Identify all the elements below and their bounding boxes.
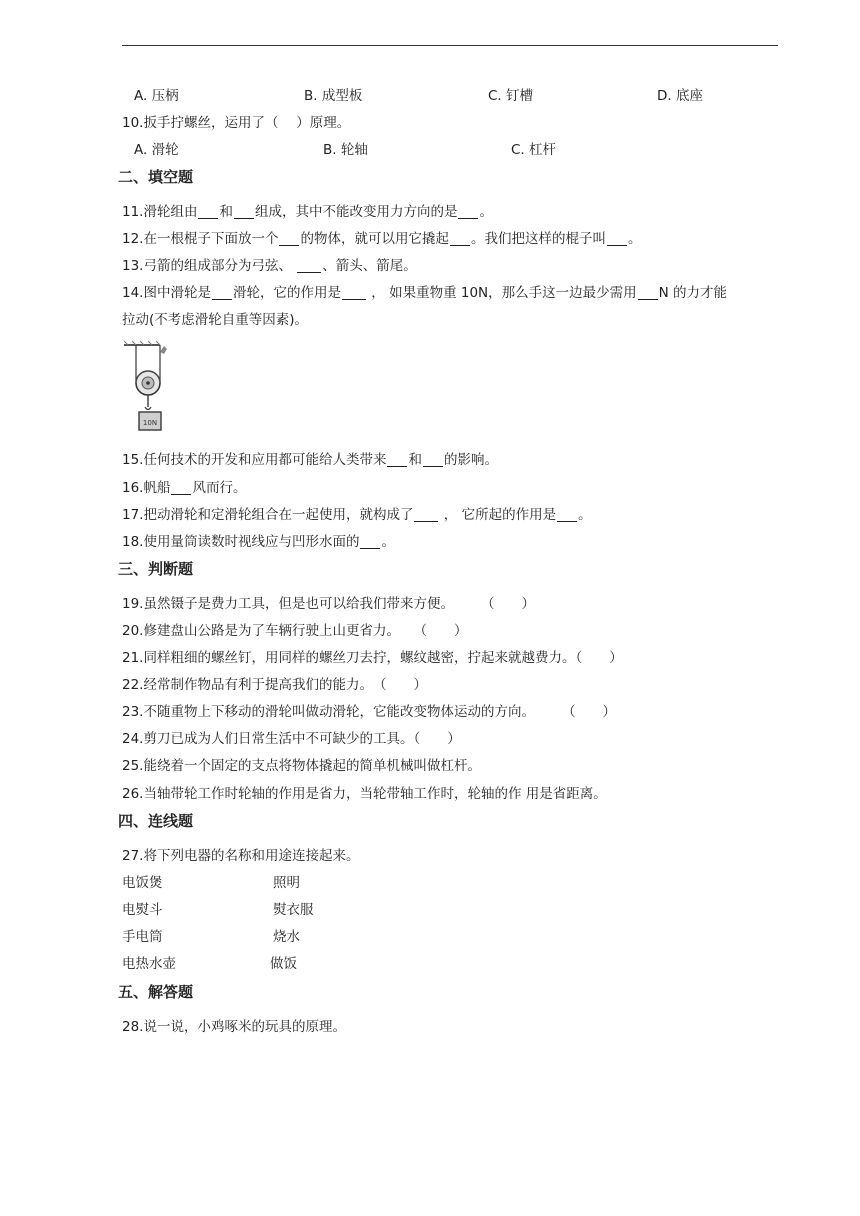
answer-blank[interactable]	[557, 507, 577, 522]
answer-blank[interactable]	[171, 480, 191, 495]
match-left-item[interactable]: 电热水壶	[122, 956, 176, 972]
question-12: 12.在一根棍子下面放一个 的物体，就可以用它撬起 。我们把这样的棍子叫 。	[122, 231, 642, 247]
answer-blank[interactable]	[342, 285, 366, 300]
match-right-item[interactable]: 照明	[273, 875, 300, 891]
question-22: 22.经常制作物品有利于提高我们的能力。 （ ）	[122, 677, 427, 693]
question-17: 17.把动滑轮和定滑轮组合在一起使用，就构成了 ， 它所起的作用是 。	[122, 507, 592, 523]
question-28: 28.说一说，小鸡啄米的玩具的原理。	[122, 1019, 346, 1035]
pulley-diagram	[122, 340, 170, 436]
question-24: 24.剪刀已成为人们日常生活中不可缺少的工具。（ ）	[122, 731, 461, 747]
question-11: 11.滑轮组由 和 组成，其中不能改变用力方向的是 。	[122, 204, 493, 220]
match-left-item[interactable]: 电熨斗	[122, 902, 163, 918]
section-heading-true-false: 三、判断题	[118, 560, 194, 578]
question-20: 20.修建盘山公路是为了车辆行驶上山更省力。 （ ）	[122, 623, 468, 639]
question-14: 14.图中滑轮是 滑轮，它的作用是 ， 如果重物重 10N，那么手这一边最少需用 N 的力才能	[122, 285, 728, 301]
answer-blank[interactable]	[638, 285, 658, 300]
weight-label: 10N	[142, 419, 158, 427]
match-right-item[interactable]: 烧水	[273, 929, 300, 945]
q9-option-c: C. 钉槽	[488, 88, 534, 104]
answer-blank[interactable]	[450, 231, 470, 246]
header-rule	[122, 45, 778, 46]
question-23: 23.不随重物上下移动的滑轮叫做动滑轮，它能改变物体运动的方向。 （ ）	[122, 704, 616, 720]
answer-blank[interactable]	[360, 534, 380, 549]
question-26: 26.当轴带轮工作时轮轴的作用是省力，当轮带轴工作时，轮轴的作 用是省距离。	[122, 786, 607, 802]
question-25: 25.能绕着一个固定的支点将物体撬起的简单机械叫做杠杆。	[122, 758, 481, 774]
answer-blank[interactable]	[279, 231, 299, 246]
question-13: 13.弓箭的组成部分为弓弦、 、箭头、箭尾。	[122, 258, 417, 274]
answer-blank[interactable]	[297, 258, 321, 273]
match-right-item[interactable]: 做饭	[270, 956, 297, 972]
answer-blank[interactable]	[423, 452, 443, 467]
answer-blank[interactable]	[607, 231, 627, 246]
match-right-item[interactable]: 熨衣服	[273, 902, 314, 918]
question-21: 21.同样粗细的螺丝钉，用同样的螺丝刀去拧，螺纹越密，拧起来就越费力。（ ）	[122, 650, 623, 666]
answer-blank[interactable]	[387, 452, 407, 467]
match-left-item[interactable]: 手电筒	[122, 929, 163, 945]
question-18: 18.使用量筒读数时视线应与凹形水面的 。	[122, 534, 395, 550]
q9-option-d: D. 底座	[657, 88, 703, 104]
question-14-continued: 拉动(不考虑滑轮自重等因素)。	[122, 312, 309, 328]
q9-option-a: A. 压柄	[134, 88, 179, 104]
answer-blank[interactable]	[458, 204, 478, 219]
q10-option-c: C. 杠杆	[511, 142, 557, 158]
question-16: 16.帆船 风而行。	[122, 480, 247, 496]
q9-option-b: B. 成型板	[304, 88, 363, 104]
answer-blank[interactable]	[414, 507, 438, 522]
section-heading-short-answer: 五、解答题	[118, 983, 194, 1001]
question-19: 19.虽然镊子是费力工具，但是也可以给我们带来方便。 （ ）	[122, 596, 535, 612]
match-left-item[interactable]: 电饭煲	[122, 875, 163, 891]
question-27: 27.将下列电器的名称和用途连接起来。	[122, 848, 360, 864]
q10-option-a: A. 滑轮	[134, 142, 179, 158]
answer-blank[interactable]	[198, 204, 218, 219]
answer-blank[interactable]	[234, 204, 254, 219]
question-15: 15.任何技术的开发和应用都可能给人类带来 和 的影响。	[122, 452, 498, 468]
q10-option-b: B. 轮轴	[323, 142, 368, 158]
section-heading-matching: 四、连线题	[118, 812, 194, 830]
q10-text: 10.扳手拧螺丝，运用了（ ）原理。	[122, 115, 351, 131]
answer-blank[interactable]	[212, 285, 232, 300]
section-heading-fill-blank: 二、填空题	[118, 168, 194, 186]
